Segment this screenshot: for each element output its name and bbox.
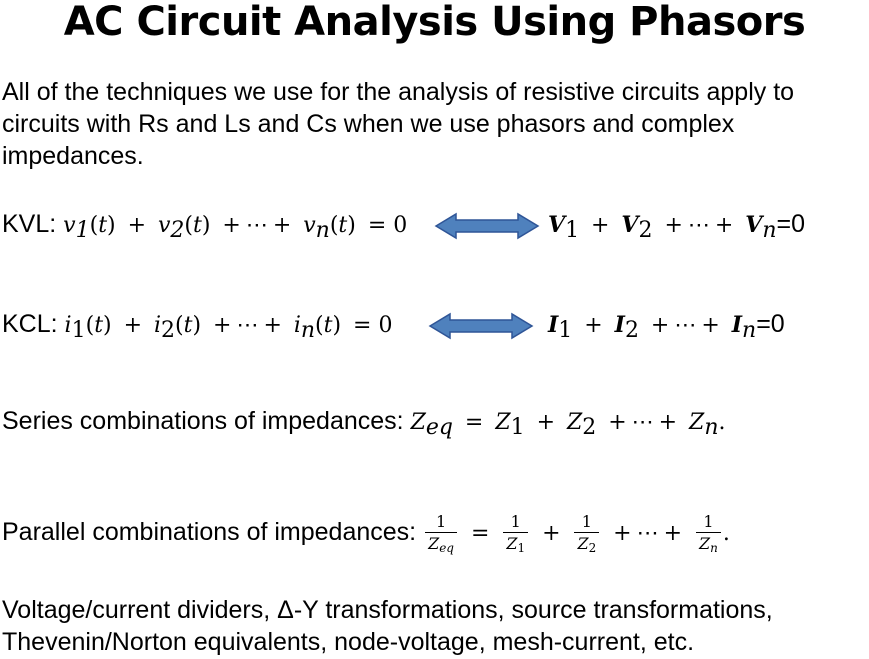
intro-paragraph (2, 76, 794, 172)
fraction-n: $\frac{1}{Z_n}$ (696, 512, 721, 555)
fraction-1: $\frac{1}{Z_1}$ (503, 512, 528, 555)
fraction-2: $\frac{1}{Z_2}$ (574, 512, 599, 555)
kcl-label: KCL: (2, 310, 58, 338)
series-label: Series combinations of impedances: (2, 407, 404, 435)
closing-paragraph (2, 594, 773, 658)
intro-line-2: circuits with Rs and Ls and Cs when we use phasors and complex (2, 110, 735, 138)
intro-line-3: impedances. (2, 142, 144, 170)
kvl-phasor-equation: $V_1 + V_2$ + ⋯ + $V_n=0$ (548, 210, 806, 243)
parallel-label: Parallel combinations of impedances: (2, 518, 417, 546)
intro-line-1: All of the techniques we use for the analysis of resistive circuits apply to (2, 78, 795, 106)
series-impedance-line: Series combinations of impedances: $Z_{eq} = Z_1 + Z_2$ + ⋯ + $Z_n$. (2, 407, 726, 440)
kcl-phasor-equation: $I_1 + I_2$ + ⋯ + $I_n=0$ (548, 310, 785, 343)
slide-title: AC Circuit Analysis Using Phasors (63, 0, 806, 45)
closing-line-2: Thevenin/Norton equivalents, node-voltage, mesh-current, etc. (2, 628, 695, 656)
double-arrow-icon (434, 212, 540, 240)
closing-line-1: Voltage/current dividers, Δ-Y transformations, source transformations, (2, 596, 773, 624)
kcl-equation: KCL: $i_1(t) + i_2(t)$ + ⋯ + $i_n(t) = 0$ (2, 310, 393, 343)
fraction-eq: $\frac{1}{Z_{eq}}$ (425, 512, 457, 555)
double-arrow-icon (428, 312, 534, 340)
kvl-equation: KVL: $v_1(t) + v_2(t)$ + ⋯ + $v_n(t) = 0$ (2, 210, 408, 243)
parallel-impedance-line: Parallel combinations of impedances: $\frac{1}{Z_{eq}}$ = $\frac{1}{Z_1}$ + $\frac{1}{Z_2}$ + ⋯ + $\frac{1}{Z_n}$ . (2, 511, 730, 555)
kvl-label: KVL: (2, 210, 57, 238)
